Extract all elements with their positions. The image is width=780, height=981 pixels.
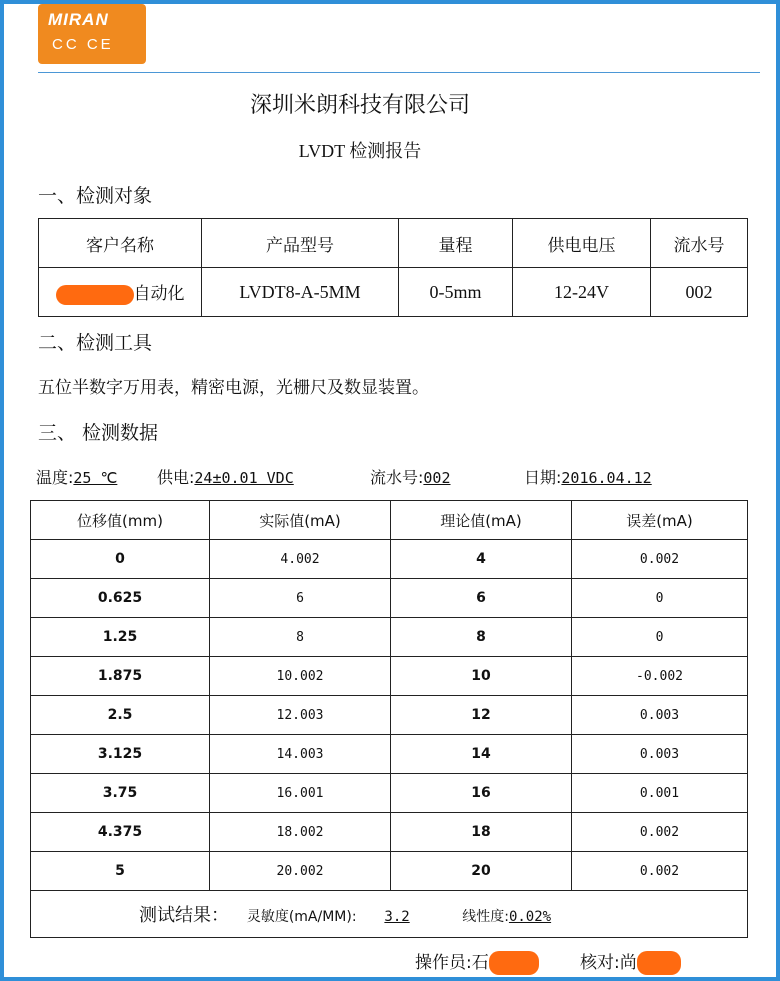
header-range: 量程 xyxy=(399,219,513,268)
cell-displacement: 0.625 xyxy=(31,579,210,618)
cell-theoretical: 8 xyxy=(391,618,572,657)
data-table-row xyxy=(31,813,748,852)
linearity-label: 线性度: xyxy=(462,909,509,925)
tools-text: 五位半数字万用表，精密电源，光栅尺及数显装置。 xyxy=(38,378,429,398)
date-value: 2016.04.12 xyxy=(561,469,652,487)
data-table xyxy=(30,500,748,938)
object-table xyxy=(38,218,748,317)
data-table-body xyxy=(31,540,748,891)
cell-theoretical: 10 xyxy=(391,657,572,696)
data-table-row xyxy=(31,618,748,657)
power-label: 供电: xyxy=(157,468,195,487)
cell-model: LVDT8-A-5MM xyxy=(202,268,399,317)
cell-error: -0.002 xyxy=(572,657,748,696)
cell-error: 0 xyxy=(572,579,748,618)
logo-brand: MIRAN xyxy=(48,10,109,29)
cell-error: 0.002 xyxy=(572,813,748,852)
power-info xyxy=(157,465,294,488)
checker-label: 核对: xyxy=(580,953,620,973)
data-table-row xyxy=(31,540,748,579)
cell-range: 0-5mm xyxy=(399,268,513,317)
cell-actual: 14.003 xyxy=(210,735,391,774)
linearity-value: 0.02% xyxy=(508,909,552,925)
cell-actual: 4.002 xyxy=(210,540,391,579)
section-heading-tools: 二、检测工具 xyxy=(38,332,153,354)
report-title: LVDT 检测报告 xyxy=(298,141,422,161)
serial-label: 流水号: xyxy=(370,468,424,487)
cell-theoretical: 14 xyxy=(391,735,572,774)
cell-displacement: 4.375 xyxy=(31,813,210,852)
header-divider xyxy=(38,72,760,73)
cell-theoretical: 20 xyxy=(391,852,572,891)
company-logo xyxy=(38,4,146,64)
cell-actual: 20.002 xyxy=(210,852,391,891)
data-table-row xyxy=(31,852,748,891)
operator-label: 操作员: xyxy=(415,953,472,973)
data-table-header xyxy=(31,501,748,540)
cell-error: 0.003 xyxy=(572,735,748,774)
serial-value: 002 xyxy=(423,469,451,487)
data-table-row xyxy=(31,696,748,735)
cell-theoretical: 4 xyxy=(391,540,572,579)
operator-signature xyxy=(415,948,539,975)
redaction-mark xyxy=(489,951,539,975)
section-heading-object: 一、检测对象 xyxy=(38,185,153,207)
redaction-mark xyxy=(56,285,134,305)
temperature-value: 25 ℃ xyxy=(73,469,118,487)
cell-actual: 16.001 xyxy=(210,774,391,813)
cell-error: 0.002 xyxy=(572,852,748,891)
cell-displacement: 5 xyxy=(31,852,210,891)
cell-theoretical: 16 xyxy=(391,774,572,813)
cell-theoretical: 18 xyxy=(391,813,572,852)
sensitivity-label: 灵敏度(mA/MM): xyxy=(246,909,357,925)
customer-suffix: 自动化 xyxy=(133,284,185,305)
cell-actual: 10.002 xyxy=(210,657,391,696)
cell-error: 0.003 xyxy=(572,696,748,735)
cell-displacement: 1.25 xyxy=(31,618,210,657)
result-label: 测试结果： xyxy=(139,905,229,926)
header-voltage: 供电电压 xyxy=(513,219,651,268)
cell-error: 0 xyxy=(572,618,748,657)
cell-theoretical: 12 xyxy=(391,696,572,735)
section-heading-data: 三、 检测数据 xyxy=(38,422,159,444)
checker-prefix: 尚 xyxy=(619,953,637,973)
redaction-mark xyxy=(637,951,681,975)
header-displacement: 位移值(mm) xyxy=(31,501,210,540)
data-table-row xyxy=(31,579,748,618)
cell-actual: 8 xyxy=(210,618,391,657)
cell-error: 0.002 xyxy=(572,540,748,579)
header-serial: 流水号 xyxy=(651,219,748,268)
data-table-row xyxy=(31,657,748,696)
object-table-row xyxy=(39,268,748,317)
result-cell xyxy=(31,891,748,938)
header-customer: 客户名称 xyxy=(39,219,202,268)
cell-error: 0.001 xyxy=(572,774,748,813)
object-table-header xyxy=(39,219,748,268)
company-name: 深圳米朗科技有限公司 xyxy=(249,92,470,117)
operator-prefix: 石 xyxy=(471,953,489,973)
cell-serial: 002 xyxy=(651,268,748,317)
cell-customer xyxy=(39,268,202,317)
cell-displacement: 3.75 xyxy=(31,774,210,813)
header-error: 误差(mA) xyxy=(572,501,748,540)
result-row xyxy=(31,891,748,938)
cell-actual: 18.002 xyxy=(210,813,391,852)
cell-actual: 6 xyxy=(210,579,391,618)
cell-displacement: 1.875 xyxy=(31,657,210,696)
data-table-row xyxy=(31,774,748,813)
cell-voltage: 12-24V xyxy=(513,268,651,317)
header-model: 产品型号 xyxy=(202,219,399,268)
temperature-label: 温度: xyxy=(36,468,74,487)
power-value: 24±0.01 VDC xyxy=(194,469,294,487)
header-actual: 实际值(mA) xyxy=(210,501,391,540)
cell-actual: 12.003 xyxy=(210,696,391,735)
checker-signature xyxy=(580,948,681,975)
header-theoretical: 理论值(mA) xyxy=(391,501,572,540)
cell-displacement: 3.125 xyxy=(31,735,210,774)
cell-theoretical: 6 xyxy=(391,579,572,618)
sensitivity-value: 3.2 xyxy=(384,909,410,925)
serial-info xyxy=(370,465,451,488)
data-table-row xyxy=(31,735,748,774)
cell-displacement: 2.5 xyxy=(31,696,210,735)
cell-displacement: 0 xyxy=(31,540,210,579)
date-info xyxy=(524,465,652,488)
logo-cert-marks: CC CE xyxy=(52,36,114,53)
temperature-info xyxy=(36,465,117,488)
date-label: 日期: xyxy=(524,468,562,487)
